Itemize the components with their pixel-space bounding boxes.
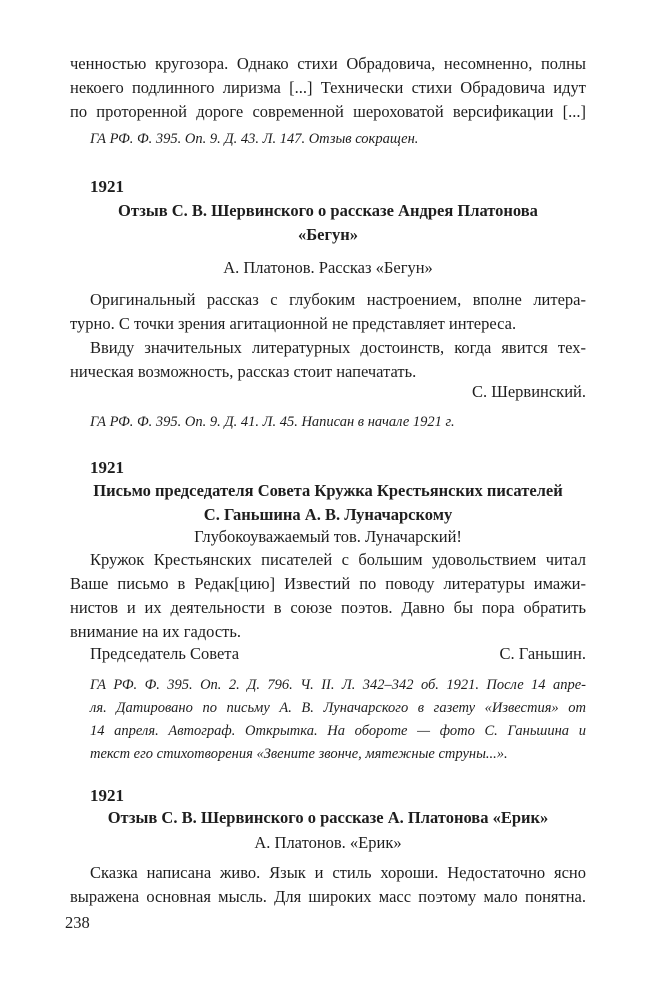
source-note — [90, 411, 586, 434]
source-text: ГА РФ. Ф. 395. Оп. 9. Д. 41. Л. 45. Написан в начале 1921 г. — [90, 414, 455, 430]
section-subtitle: А. Платонов. «Ерик» — [254, 833, 402, 852]
text-line: Сказка написана живо. Язык и стиль хороши. Недостаточно ясно — [90, 863, 586, 882]
title-line: «Бегун» — [298, 225, 358, 244]
signature: С. Ганьшин. — [499, 644, 586, 663]
title-line: Отзыв С. В. Шервинского о рассказе Андрея Платонова — [118, 201, 538, 220]
text-line: Оригинальный рассказ с глубоким настроением, вполне литера- — [90, 290, 586, 309]
text-line: по проторенной дороге современной шероховатой версификации [...] — [70, 102, 586, 121]
paragraph — [70, 336, 586, 384]
section-year: 1921 — [90, 177, 124, 196]
text-line: Ввиду значительных литературных достоинств, когда явится тех- — [90, 338, 586, 357]
source-text: текст его стихотворения «Звените звонче, мятежные струны...». — [90, 746, 508, 762]
text-line: выражена основная мысль. Для широких масс поэтому мало понятна. — [70, 887, 586, 906]
text-line: некоего подлинного лиризма [...] Технически стихи Обрадовича идут — [70, 78, 586, 97]
paragraph — [70, 861, 586, 909]
title-line: С. Ганьшина А. В. Луначарскому — [203, 505, 453, 524]
section-subtitle: А. Платонов. Рассказ «Бегун» — [223, 258, 433, 277]
section-title — [70, 479, 586, 527]
section-title — [70, 199, 586, 247]
source-note — [90, 674, 586, 766]
text-line: внимание на их гадость. — [70, 622, 242, 641]
text-line: ническая возможность, рассказ стоит напечатать. — [70, 362, 417, 381]
source-note — [90, 128, 586, 151]
source-text: ГА РФ. Ф. 395. Оп. 2. Д. 796. Ч. II. Л. 342–342 об. 1921. После 14 апре- — [90, 677, 586, 693]
source-text: ГА РФ. Ф. 395. Оп. 9. Д. 43. Л. 147. Отзыв сокращен. — [90, 131, 419, 147]
section-year: 1921 — [90, 458, 124, 477]
signature: С. Шервинский. — [471, 382, 586, 401]
text-line: нистов и их деятельности в союзе поэтов. Давно бы пора обратить — [70, 598, 586, 617]
title-line: Письмо председателя Совета Кружка Крестьянских писателей — [93, 481, 563, 500]
top-paragraph — [70, 52, 586, 124]
signature-title: Председатель Совета — [90, 644, 240, 663]
paragraph — [70, 548, 586, 644]
page-number: 238 — [65, 913, 90, 932]
source-text: ля. Датировано по письму А. В. Луначарского в газету «Известия» от — [90, 700, 586, 716]
text-line: турно. С точки зрения агитационной не представляет интереса. — [70, 314, 517, 333]
section-year: 1921 — [90, 786, 124, 805]
section-title: Отзыв С. В. Шервинского о рассказе А. Платонова «Ерик» — [107, 808, 549, 827]
text-line: ченностью кругозора. Однако стихи Обрадовича, несомненно, полны — [70, 54, 586, 73]
paragraph — [70, 288, 586, 336]
source-text: 14 апреля. Автограф. Открытка. На обороте — фото С. Ганьшина и — [90, 723, 586, 739]
text-line: Ваше письмо в Редак[цию] Известий по поводу литературы имажи- — [70, 574, 586, 593]
letter-greeting: Глубокоуважаемый тов. Луначарский! — [194, 527, 462, 546]
text-line: Кружок Крестьянских писателей с большим удовольствием читал — [90, 550, 586, 569]
